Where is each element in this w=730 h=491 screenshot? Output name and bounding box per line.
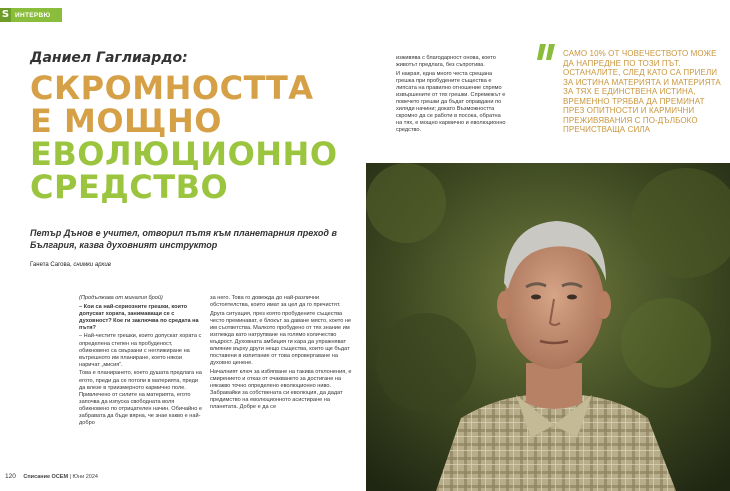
- headline-line-2: Е МОЩНО: [30, 102, 222, 140]
- lede: Петър Дънов е учител, отворил пътя към планетарния преход в България, казва духовният инструктор: [30, 228, 337, 250]
- section-tag: [0, 8, 62, 22]
- section-letter-icon: S: [1, 9, 10, 20]
- headline-line-1: СКРОМНОСТТА: [30, 69, 314, 107]
- portrait-photo: [366, 163, 730, 491]
- column-paragraph: изживява с благодарност онова, което животът предлага, без съпротива.: [396, 55, 496, 69]
- section-label: ИНТЕРВЮ: [15, 11, 51, 19]
- byline-credit: снимки архив: [73, 262, 111, 268]
- body-column-2: [210, 295, 358, 413]
- interview-question: – Кои са най-сериозните грешки, които допускат хората, занимаващи се с духовност? Кое ги заключва по средата на пътя?: [79, 303, 199, 331]
- column-paragraph: Друга ситуация, през която пробудените същества често преминават, е блокът за даване място, което не им съответства. Малкото пробудено от тях знание им изглежда като натрупване на голямо количество мъдрост. Духовната амбиция ги кара да упражняват влияние върху други нещо същества, които ще бъдат поставени в изпитание от това опровергаване на духовно ценене.: [210, 310, 352, 367]
- column-paragraph: Това е планирането, което душата предлага на егото, преди да се потопи в материята, преди да влезе в триизмерното кармично поле. Привлечено от силите на материята, егото започва да изпуска свободната воля обикновено по отрицателен начин. Обичайно е забравата да бъде вярна, че знае какво е най-добро: [79, 370, 202, 427]
- pull-quote: САМО 10% ОТ ЧОВЕЧЕСТВОТО МОЖЕ ДА НАПРЕДНЕ ПО ТОЗИ ПЪТ. ОСТАНАЛИТЕ, СЛЕД КАТО СА ПРИЕЛИ ЗА ИСТИНА МАТЕРИЯТА И МАТЕРИЯТА ЗА ТЯХ Е ЕДИНСТВЕНА ИСТИНА, ВРЕМЕННО ТРЯБВА ДА ПРЕМИНАТ ПРЕЗ ОПИТНОСТИ И КАРМИЧНИ ПРЕЖИВЯВАНИЯ С ПО-ДЪЛБОКО ПРЕЧИСТВАЩА СИЛА: [563, 49, 721, 134]
- page-number: 120: [5, 473, 16, 480]
- quote-mark-icon: [537, 44, 557, 60]
- byline: [30, 262, 111, 268]
- page-footer: [5, 473, 98, 480]
- column-paragraph: – Най-честите грешки, които допускат хората с определена степен на пробуденост, обикновено са свързани с неглижиране на вътрешното им планиране, което някои наричат „мисия“.: [79, 333, 202, 368]
- portrait-illustration: [366, 163, 730, 491]
- headline: [30, 69, 350, 206]
- column-paragraph: (Продължава от миналия брой): [79, 295, 163, 301]
- publication-name: Списание ОСЕМ: [23, 474, 69, 480]
- kicker: Даниел Гаглиардо:: [30, 50, 188, 66]
- column-paragraph: И накрая, една много честа срещана грешка при пробудените същества е липсата на правилно отношение спрямо извършените от тях грешки. Спремежът е повечето грешки да бъдат оправдани по хиляди начини; докато Възможността скромно да се работи в посока, обратна на тях, е мощно кармично и еволюционно средство.: [396, 70, 506, 134]
- body-column-3: [396, 55, 506, 136]
- column-paragraph: Началният ключ за избягване на такива отклонения, е смирението и отказ от очакването за достигане на някакво точно определено еволюционно ниво. Забравайки за собствената си еволюция, да дадат предимство на еволюционното асистиране на планетата. Добре е да се: [210, 368, 352, 411]
- column-paragraph: за него. Това го довежда до най-различни обстоятелства, които имат за цел да го пречистят.: [210, 295, 341, 309]
- byline-author: Ганета Сагова,: [30, 262, 72, 268]
- headline-line-3: ЕВОЛЮЦИОННО: [30, 135, 338, 173]
- headline-line-4: СРЕДСТВО: [30, 168, 229, 206]
- body-column-1: [79, 295, 203, 429]
- issue-date: | Юни 2024: [69, 474, 98, 480]
